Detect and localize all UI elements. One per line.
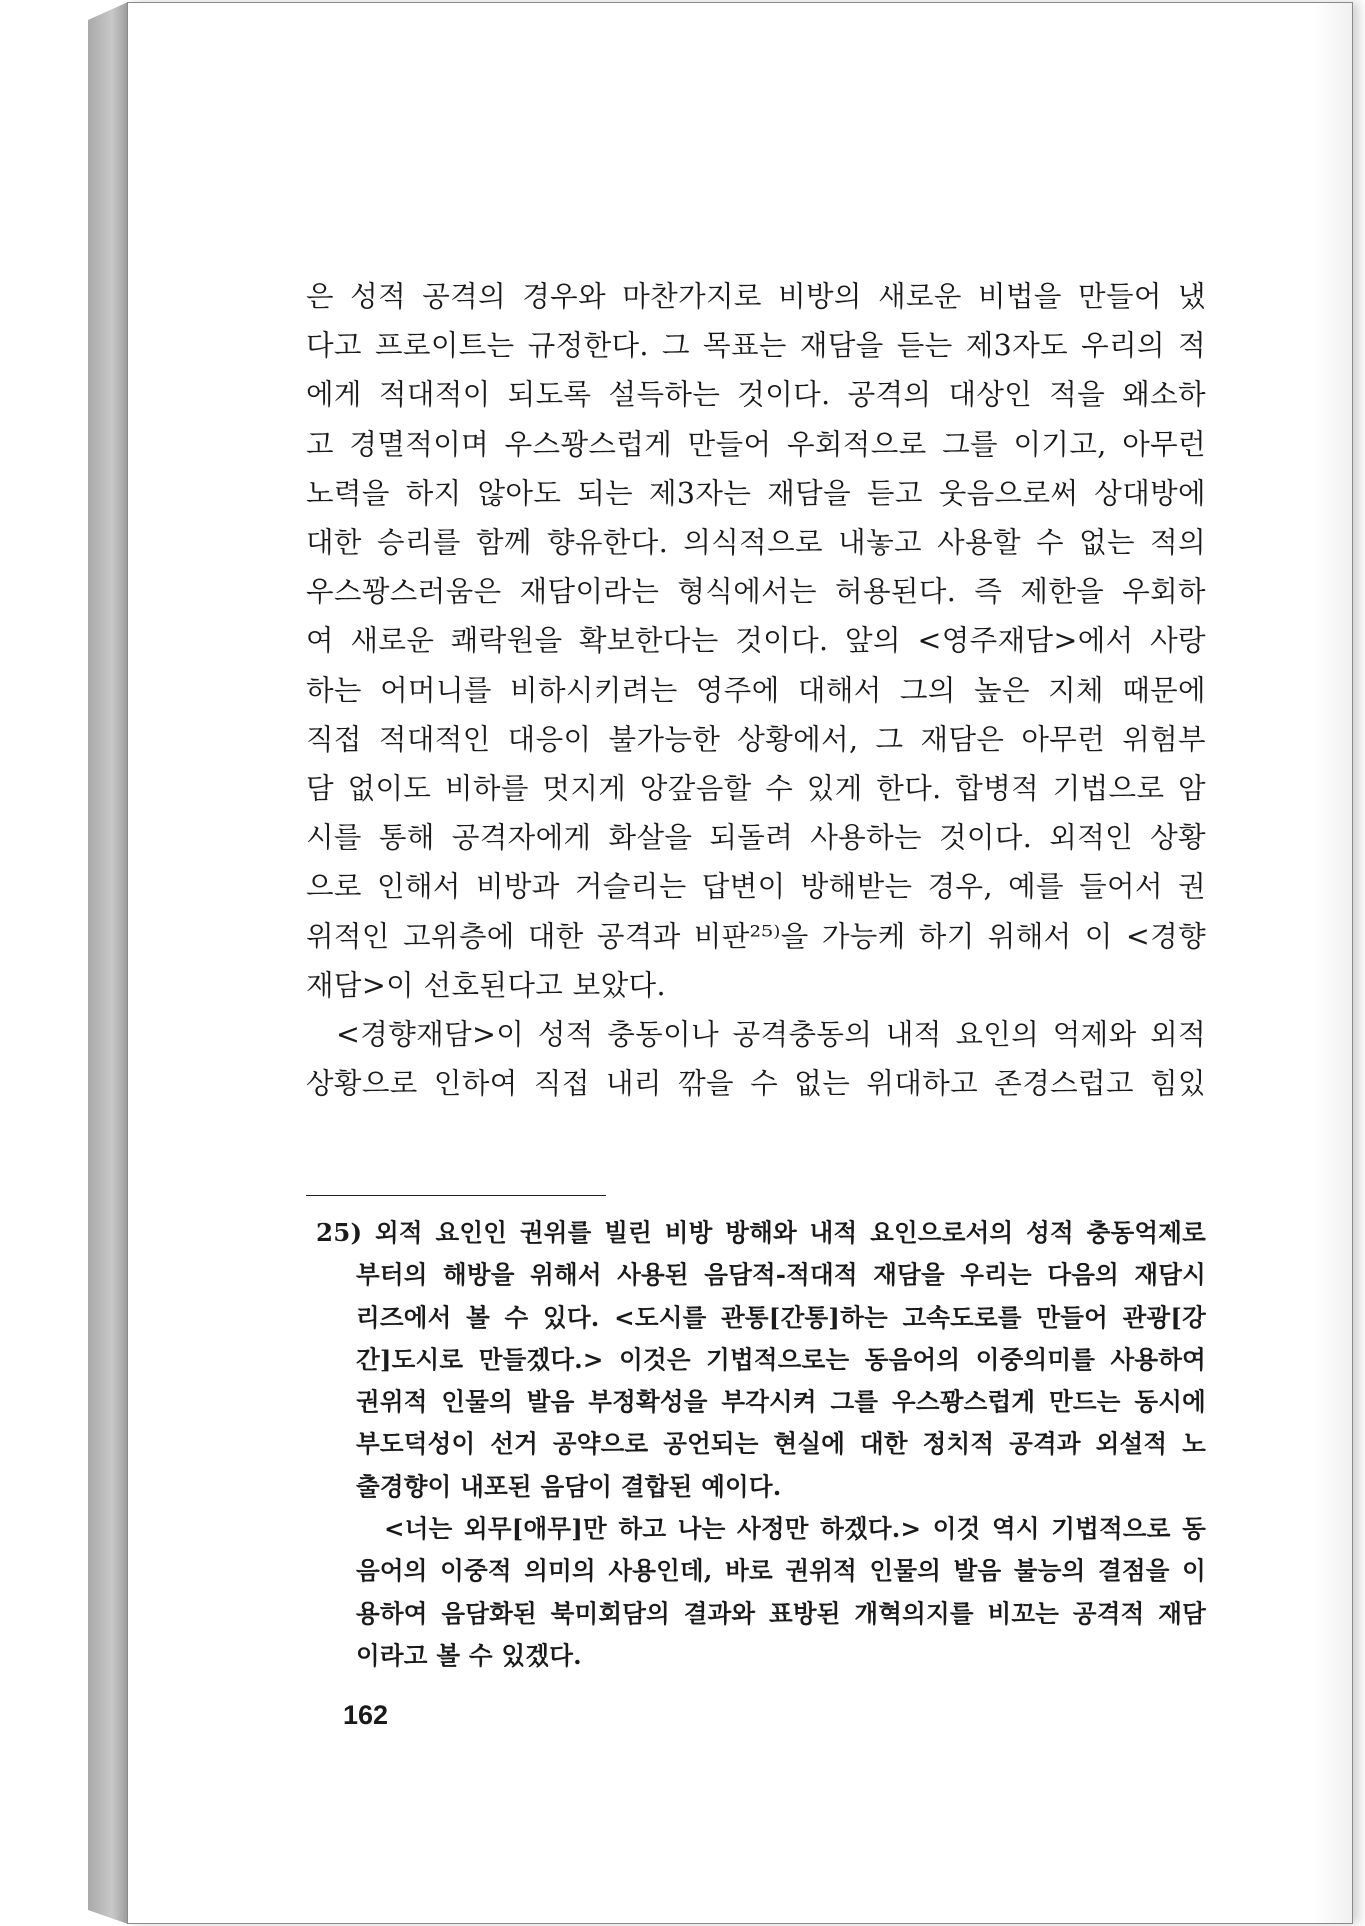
page-edge-shadow xyxy=(1312,3,1352,1923)
body-line-6: 대한 승리를 함께 향유한다. 의식적으로 내놓고 사용할 수 없는 적의 xyxy=(306,526,1206,560)
main-text xyxy=(306,272,1206,1108)
footnote-divider xyxy=(306,1195,606,1196)
footnote-line-7: 출경향이 내포된 음담이 결합된 예이다. xyxy=(356,1471,782,1501)
body-line-12: 시를 통해 공격자에게 화살을 되돌려 사용하는 것이다. 외적인 상황 xyxy=(306,821,1206,855)
footnote-line-2: 부터의 해방을 위해서 사용된 음담적-적대적 재담을 우리는 다음의 재담시 xyxy=(356,1260,1206,1290)
footnote-line-5: 권위적 인물의 발음 부정확성을 부각시켜 그를 우스꽝스럽게 만드는 동시에 xyxy=(356,1387,1206,1417)
footnote-line-3: 리즈에서 볼 수 있다. <도시를 관통[간통]하는 고속도로를 만들어 관광[강 xyxy=(356,1302,1206,1332)
body-line-9: 하는 어머니를 비하시키려는 영주에 대해서 그의 높은 지체 때문에 xyxy=(306,673,1206,707)
body-line-2: 다고 프로이트는 규정한다. 그 목표는 재담을 듣는 제3자도 우리의 적 xyxy=(306,329,1206,363)
body-line-1: 은 성적 공격의 경우와 마찬가지로 비방의 새로운 비법을 만들어 냈 xyxy=(306,280,1206,313)
body-line-17: 상황으로 인하여 직접 내리 깎을 수 없는 위대하고 존경스럽고 힘있 xyxy=(306,1067,1206,1101)
body-line-4: 고 경멸적이며 우스꽝스럽게 만들어 우회적으로 그를 이기고, 아무런 xyxy=(306,427,1206,461)
footnote-line-6: 부도덕성이 선거 공약으로 공언되는 현실에 대한 정치적 공격과 외설적 노 xyxy=(356,1429,1206,1459)
body-line-8: 여 새로운 쾌락원을 확보한다는 것이다. 앞의 <영주재담>에서 사랑 xyxy=(306,624,1206,658)
body-line-16: <경향재담>이 성적 충동이나 공격충동의 내적 요인의 억제와 외적 xyxy=(336,1018,1206,1052)
footnote-line-4: 간]도시로 만들겠다.> 이것은 기법적으로는 동음어의 이중의미를 사용하여 xyxy=(356,1344,1206,1374)
footnote-line-11: 이라고 볼 수 있겠다. xyxy=(356,1640,582,1670)
footnote-line-1: 25) 외적 요인인 권위를 빌린 비방 방해와 내적 요인으로서의 성적 충동억제로 xyxy=(316,1218,1206,1247)
page-number: 162 xyxy=(343,1700,389,1730)
body-line-10: 직접 적대적인 대응이 불가능한 상황에서, 그 재담은 아무런 위험부 xyxy=(306,722,1206,756)
footnote-line-8: <너는 외무[애무]만 하고 나는 사정만 하겠다.> 이것 역시 기법적으로 동 xyxy=(384,1514,1206,1544)
body-line-7: 우스꽝스러움은 재담이라는 형식에서는 허용된다. 즉 제한을 우회하 xyxy=(306,575,1206,609)
book-spine-edge xyxy=(88,2,128,1924)
footnote-line-9: 음어의 이중적 의미의 사용인데, 바로 권위적 인물의 발음 불능의 결점을 이 xyxy=(356,1556,1206,1586)
body-line-15: 재담>이 선호된다고 보았다. xyxy=(306,968,666,1002)
footnote-line-10: 용하여 음담화된 북미회담의 결과와 표방된 개혁의지를 비꼬는 공격적 재담 xyxy=(356,1598,1206,1628)
body-line-5: 노력을 하지 않아도 되는 제3자는 재담을 듣고 웃음으로써 상대방에 xyxy=(306,476,1206,510)
body-line-3: 에게 적대적이 되도록 설득하는 것이다. 공격의 대상인 적을 왜소하 xyxy=(306,378,1206,412)
footnotes xyxy=(316,1212,1206,1677)
body-line-14: 위적인 고위층에 대한 공격과 비판²⁵⁾을 가능케 하기 위해서 이 <경향 xyxy=(306,919,1206,953)
body-line-11: 담 없이도 비하를 멋지게 앙갚음할 수 있게 한다. 합병적 기법으로 암 xyxy=(306,772,1206,806)
body-line-13: 으로 인해서 비방과 거슬리는 답변이 방해받는 경우, 예를 들어서 권 xyxy=(306,870,1206,904)
